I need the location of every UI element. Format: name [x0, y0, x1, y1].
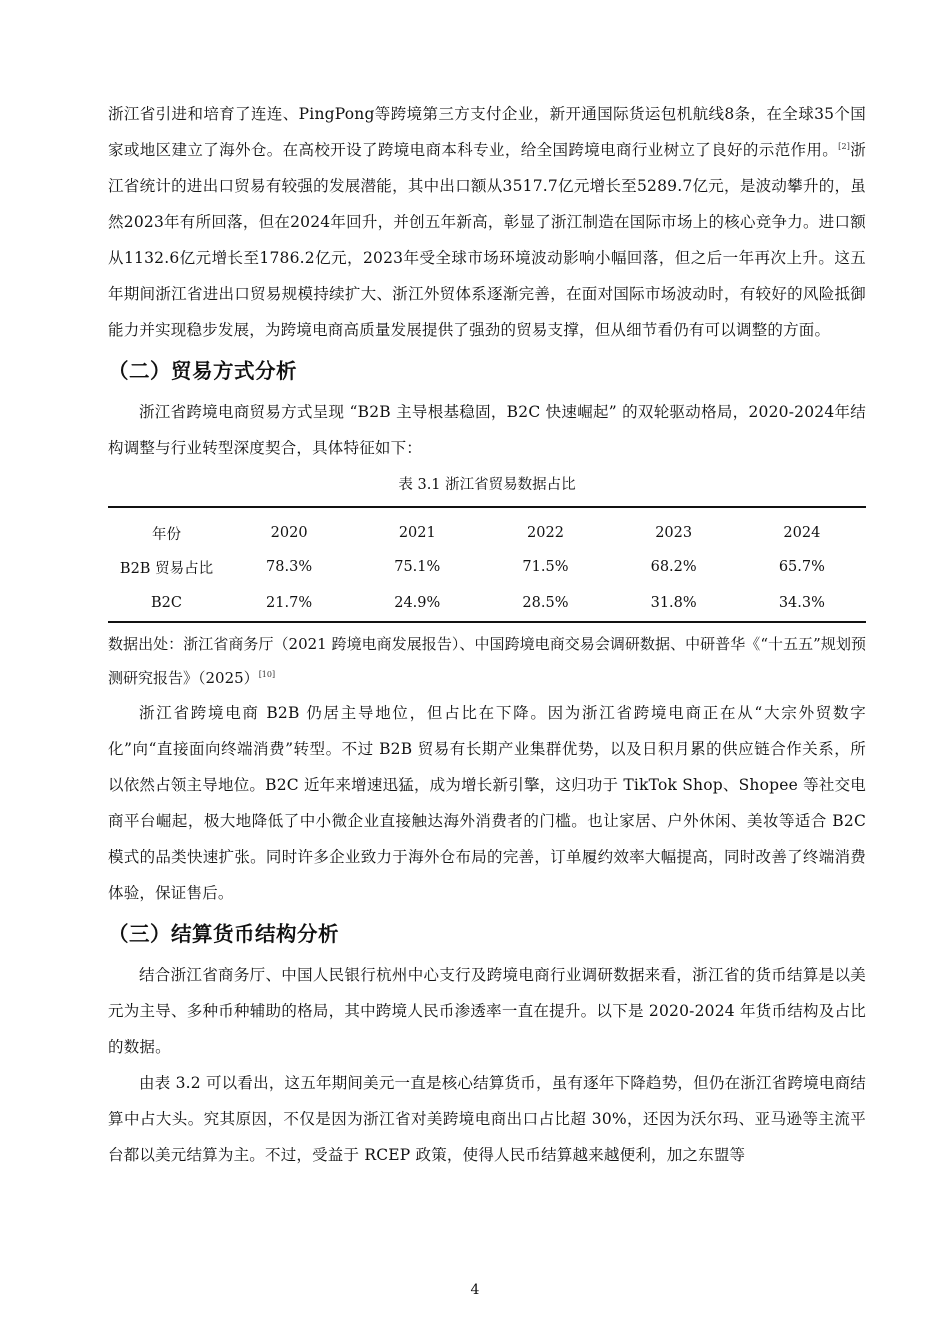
table-caption: 表 3.1 浙江省贸易数据占比 [398, 477, 576, 493]
table-cell: 68.2% [650, 559, 697, 575]
paragraph-5: 由表 3.2 可以看出，这五年期间美元一直是核心结算货币，虽有逐年下降趋势，但仍在浙江省跨境电商结算中占大头。究其原因，不仅是因为浙江省对美跨境电商出口占比超 30%，还因为沃尔玛、亚马逊等主流平台都以美元结算为主。不过，受益于 RCEP 政策，使得人民币结算越来越便利，加之东盟等 [108, 1074, 866, 1164]
table-cell: 24.9% [394, 595, 441, 611]
table-header-row [108, 507, 866, 549]
paragraph-3: 浙江省跨境电商 B2B 仍居主导地位，但占比在下降。因为浙江省跨境电商正在从“大宗外贸数字化”向“直接面向终端消费”转型。不过 B2B 贸易有长期产业集群优势，以及日积月累的供应链合作关系，所以依然占领主导地位。B2C 近年来增速迅猛，成为增长新引擎，这归功于 TikTok Shop、Shopee 等社交电商平台崛起，极大地降低了中小微企业直接触达海外消费者的门槛。也让家居、户外休闲、美妆等适合 B2C 模式的品类快速扩张。同时许多企业致力于海外仓布局的完善，订单履约效率大幅提高，同时改善了终端消费体验，保证售后。 [108, 704, 866, 902]
section-heading-trade-mode: （二）贸易方式分析 [108, 359, 297, 383]
table-header-cell: 年份 [152, 526, 181, 543]
citation-2: [2] [838, 141, 851, 151]
paragraph-1-text-a: 浙江省引进和培育了连连、PingPong等跨境第三方支付企业，新开通国际货运包机航线8条，在全球35个国家或地区建立了海外仓。在高校开设了跨境电商本科专业，给全国跨境电商行业树立了良好的示范作用。 [108, 105, 866, 159]
table-header-cell: 2024 [783, 525, 821, 541]
table-cell: 78.3% [266, 559, 313, 575]
section-heading-settlement-currency: （三）结算货币结构分析 [108, 922, 339, 946]
trade-share-table [108, 506, 866, 623]
paragraph-1-text-b: 浙江省统计的进出口贸易有较强的发展潜能，其中出口额从3517.7亿元增长至5289.7亿元，是波动攀升的，虽然2023年有所回落，但在2024年回升，并创五年新高，彰显了浙江制造在国际市场上的核心竞争力。进口额从1132.6亿元增长至1786.2亿元，2023年受全球市场环境波动影响小幅回落，但之后一年再次上升。这五年期间浙江省进出口贸易规模持续扩大、浙江外贸体系逐渐完善，在面对国际市场波动时，有较好的风险抵御能力并实现稳步发展，为跨境电商高质量发展提供了强劲的贸易支撑，但从细节看仍有可以调整的方面。 [108, 141, 866, 339]
page-body [108, 96, 866, 1173]
table-header-cell: 2021 [398, 525, 436, 541]
table-cell: B2C [151, 595, 182, 611]
table-cell: 75.1% [394, 559, 441, 575]
paragraph-1 [108, 96, 866, 348]
table-cell: 71.5% [522, 559, 569, 575]
page-number: 4 [470, 1282, 480, 1298]
table-cell: B2B 贸易占比 [119, 560, 214, 577]
table-header-cell: 2020 [270, 525, 308, 541]
table-cell: 31.8% [650, 595, 697, 611]
table-cell: 21.7% [266, 595, 313, 611]
paragraph-4: 结合浙江省商务厅、中国人民银行杭州中心支行及跨境电商行业调研数据来看，浙江省的货币结算是以美元为主导、多种币种辅助的格局，其中跨境人民币渗透率一直在提升。以下是 2020-2024 年货币结构及占比的数据。 [108, 966, 866, 1056]
paragraph-2: 浙江省跨境电商贸易方式呈现 “B2B 主导根基稳固，B2C 快速崛起” 的双轮驱动格局，2020-2024年结构调整与行业转型深度契合，具体特征如下： [108, 403, 866, 457]
source-text: 数据出处：浙江省商务厅（2021 跨境电商发展报告）、中国跨境电商交易会调研数据、中研普华《“十五五”规划预测研究报告》（2025） [108, 635, 866, 687]
table-row [108, 549, 866, 585]
table-header-cell: 2023 [655, 525, 693, 541]
table-row [108, 585, 866, 622]
table-cell: 28.5% [522, 595, 569, 611]
table-header-cell: 2022 [527, 525, 564, 541]
table-cell: 34.3% [778, 595, 825, 611]
table-cell: 65.7% [778, 559, 825, 575]
table-source-note [108, 627, 866, 695]
citation-10: [10] [258, 670, 276, 679]
